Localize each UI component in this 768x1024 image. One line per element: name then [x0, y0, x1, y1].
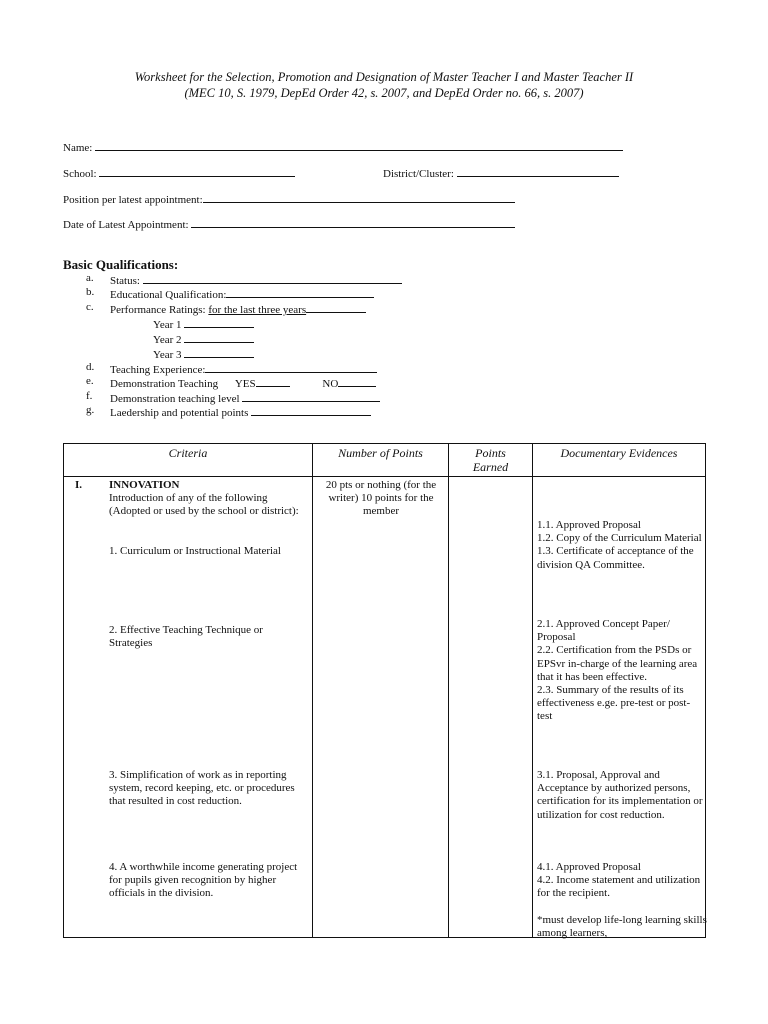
bq-letter: f.	[86, 390, 93, 402]
school-label: School:	[63, 168, 97, 180]
date-blank[interactable]	[191, 216, 515, 228]
position-blank[interactable]	[203, 191, 515, 203]
bq-letter: c.	[86, 301, 94, 313]
document-title: Worksheet for the Selection, Promotion and Designation of Master Teacher I and Master Teacher II	[134, 70, 634, 84]
education-blank[interactable]	[226, 286, 374, 298]
name-label: Name:	[63, 142, 93, 154]
school-blank[interactable]	[99, 165, 295, 177]
evidence-item: 2.1. Approved Concept Paper/ Proposal 2.2. Certification from the PSDs or EPSvr in-charge of the learning area that it has been effective. 2.3. Summary of the results of its effectiveness e.ge. pre-test or post-test	[537, 618, 698, 723]
table-header-row	[64, 444, 706, 477]
year-3-row	[153, 346, 254, 361]
bq-item-experience	[86, 361, 426, 375]
evidence-cell	[533, 477, 706, 938]
year-label: Year 3	[153, 349, 182, 361]
date-label: Date of Latest Appointment:	[63, 219, 189, 231]
bq-letter: e.	[86, 375, 94, 387]
bq-underlined: for the last three years	[208, 304, 307, 316]
table-row	[64, 477, 706, 938]
section-number: I.	[75, 479, 83, 491]
yes-label: YES	[234, 378, 256, 390]
points-earned-text: Points Earned	[472, 446, 509, 474]
points-cell	[313, 477, 449, 938]
bq-item-education	[86, 286, 426, 300]
district-field	[383, 165, 619, 180]
name-blank[interactable]	[95, 139, 623, 151]
evidence-item: 4.1. Approved Proposal 4.2. Income statement and utilization for the recipient.	[537, 861, 701, 900]
year-2-row	[153, 331, 254, 346]
bq-letter: a.	[86, 272, 94, 284]
section-title: INNOVATION	[109, 479, 180, 491]
bq-item-demo-level	[86, 390, 426, 404]
year-1-blank[interactable]	[184, 316, 254, 328]
district-label: District/Cluster:	[383, 168, 454, 180]
document-subtitle: (MEC 10, S. 1979, DepEd Order 42, s. 2007, and DepEd Order no. 66, s. 2007)	[184, 86, 584, 100]
section-intro: Introduction of any of the following (Adopted or used by the school or district):	[109, 492, 299, 518]
basic-qualifications-heading: Basic Qualifications:	[63, 257, 179, 272]
year-1-row	[153, 316, 254, 331]
status-blank[interactable]	[143, 272, 402, 284]
criteria-cell	[64, 477, 313, 938]
yes-blank[interactable]	[256, 375, 290, 387]
bq-label: Status:	[110, 275, 140, 287]
criteria-item: 4. A worthwhile income generating project for pupils given recognition by higher officials in the division.	[109, 861, 298, 900]
points-text: 20 pts or nothing (for the writer) 10 points for the member	[325, 479, 437, 518]
year-2-blank[interactable]	[184, 331, 254, 343]
no-label: NO	[322, 378, 339, 390]
bq-label: Teaching Experience:	[110, 364, 206, 376]
name-field	[63, 139, 623, 154]
bq-label: Educational Qualification:	[110, 289, 227, 301]
performance-blank[interactable]	[306, 301, 366, 313]
date-field	[63, 216, 515, 231]
leadership-blank[interactable]	[251, 404, 371, 416]
position-field	[63, 191, 515, 206]
school-field	[63, 165, 295, 180]
no-blank[interactable]	[338, 375, 376, 387]
header-number-of-points: Number of Points	[313, 444, 449, 477]
year-label: Year 1	[153, 319, 182, 331]
criteria-item: 3. Simplification of work as in reporting system, record keeping, etc. or procedures that resulted in cost reduction.	[109, 769, 295, 808]
district-blank[interactable]	[457, 165, 619, 177]
evidence-item: 3.1. Proposal, Approval and Acceptance by authorized persons, certification for its implementation or utilization for cost reduction.	[537, 769, 703, 821]
criteria-item: 1. Curriculum or Instructional Material	[109, 545, 281, 557]
bq-label: Demonstration teaching level	[110, 393, 240, 405]
bq-letter: d.	[86, 361, 95, 373]
evidence-note: *must develop life-long learning skills among learners,	[537, 914, 707, 940]
bq-label: Performance Ratings:	[110, 304, 206, 316]
position-label: Position per latest appointment:	[63, 194, 203, 206]
header-criteria: Criteria	[64, 444, 313, 477]
year-3-blank[interactable]	[184, 346, 254, 358]
criteria-item: 2. Effective Teaching Technique or Strategies	[109, 624, 263, 650]
criteria-table	[63, 443, 706, 938]
evidence-item: 1.1. Approved Proposal 1.2. Copy of the Curriculum Material 1.3. Certificate of acceptance of the division QA Committee.	[537, 519, 702, 571]
bq-item-status	[86, 272, 426, 286]
bq-item-performance	[86, 301, 426, 315]
points-earned-cell[interactable]	[449, 477, 533, 938]
bq-item-leadership	[86, 404, 426, 418]
experience-blank[interactable]	[205, 361, 377, 373]
bq-letter: b.	[86, 286, 95, 298]
bq-label: Laedership and potential points	[110, 407, 249, 419]
header-points-earned	[449, 444, 533, 477]
bq-item-demo	[86, 375, 426, 389]
bq-letter: g.	[86, 404, 95, 416]
bq-label: Demonstration Teaching	[110, 378, 219, 390]
demo-level-blank[interactable]	[242, 390, 380, 402]
header-documentary-evidences: Documentary Evidences	[533, 444, 706, 477]
year-label: Year 2	[153, 334, 182, 346]
